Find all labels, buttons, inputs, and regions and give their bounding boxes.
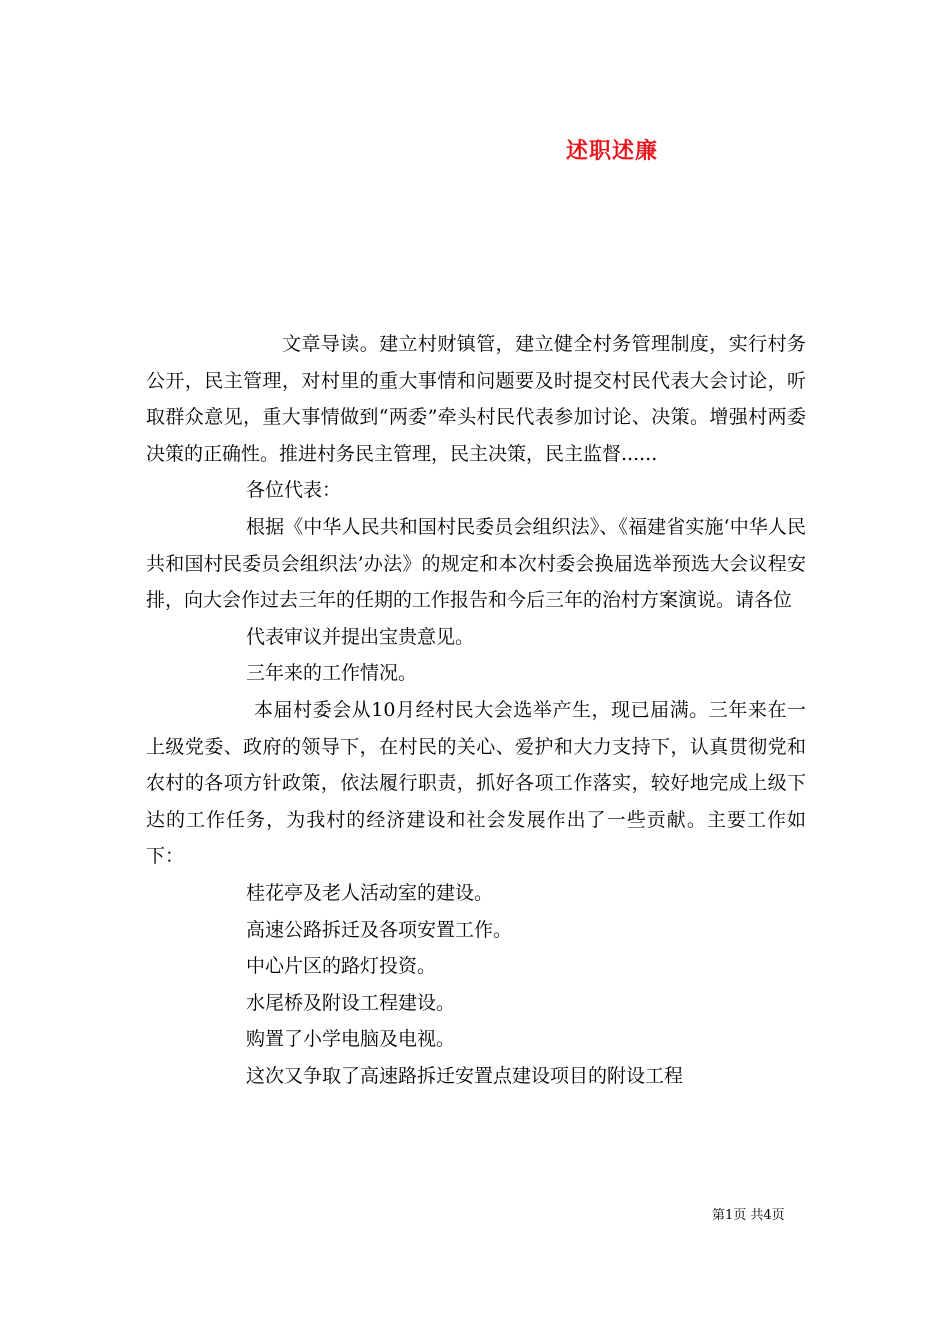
work-item-paragraph: 中心片区的路灯投资。 — [246, 955, 437, 978]
basis-paragraph: 根据《中华人民共和国村民委员会组织法》、《福建省实施‘中华人民共和国村民委员会组织法’办法》的规定和本次村委会换届选举预选大会议程安排，向大会作过去三年的任期的工作报告和今后三年的治村方案演说。请各位 — [146, 515, 806, 612]
salutation-paragraph: 各位代表： — [246, 479, 342, 502]
section-heading-paragraph: 三年来的工作情况。 — [246, 662, 418, 685]
document-body — [146, 326, 806, 1094]
work-item-paragraph: 购置了小学电脑及电视。 — [246, 1028, 456, 1051]
review-request-paragraph: 代表审议并提出宝贵意见。 — [246, 625, 475, 648]
work-item-paragraph: 水尾桥及附设工程建设。 — [246, 991, 456, 1014]
page-footer: 第1页 共4页 — [712, 1208, 785, 1223]
work-item-paragraph: 这次又争取了高速路拆迁安置点建设项目的附设工程 — [246, 1064, 684, 1087]
work-summary-paragraph: 本届村委会从10月经村民大会选举产生，现已届满。三年来在一上级党委、政府的领导下，在村民的关心、爱护和大力支持下，认真贯彻党和农村的各项方针政策，依法履行职责，抓好各项工作落实，较好地完成上级下达的工作任务，为我村的经济建设和社会发展作出了一些贡献。主要工作如下： — [146, 698, 806, 868]
document-title: 述职述廉 — [566, 138, 659, 164]
work-item-paragraph: 桂花亭及老人活动室的建设。 — [246, 881, 494, 904]
intro-paragraph: 文章导读。建立村财镇管，建立健全村务管理制度，实行村务公开，民主管理，对村里的重大事情和问题要及时提交村民代表大会讨论，听取群众意见，重大事情做到“两委”牵头村民代表参加讨论、决策。增强村两委决策的正确性。推进村务民主管理，民主决策，民主监督...... — [146, 333, 806, 465]
work-item-paragraph: 高速公路拆迁及各项安置工作。 — [246, 918, 513, 941]
